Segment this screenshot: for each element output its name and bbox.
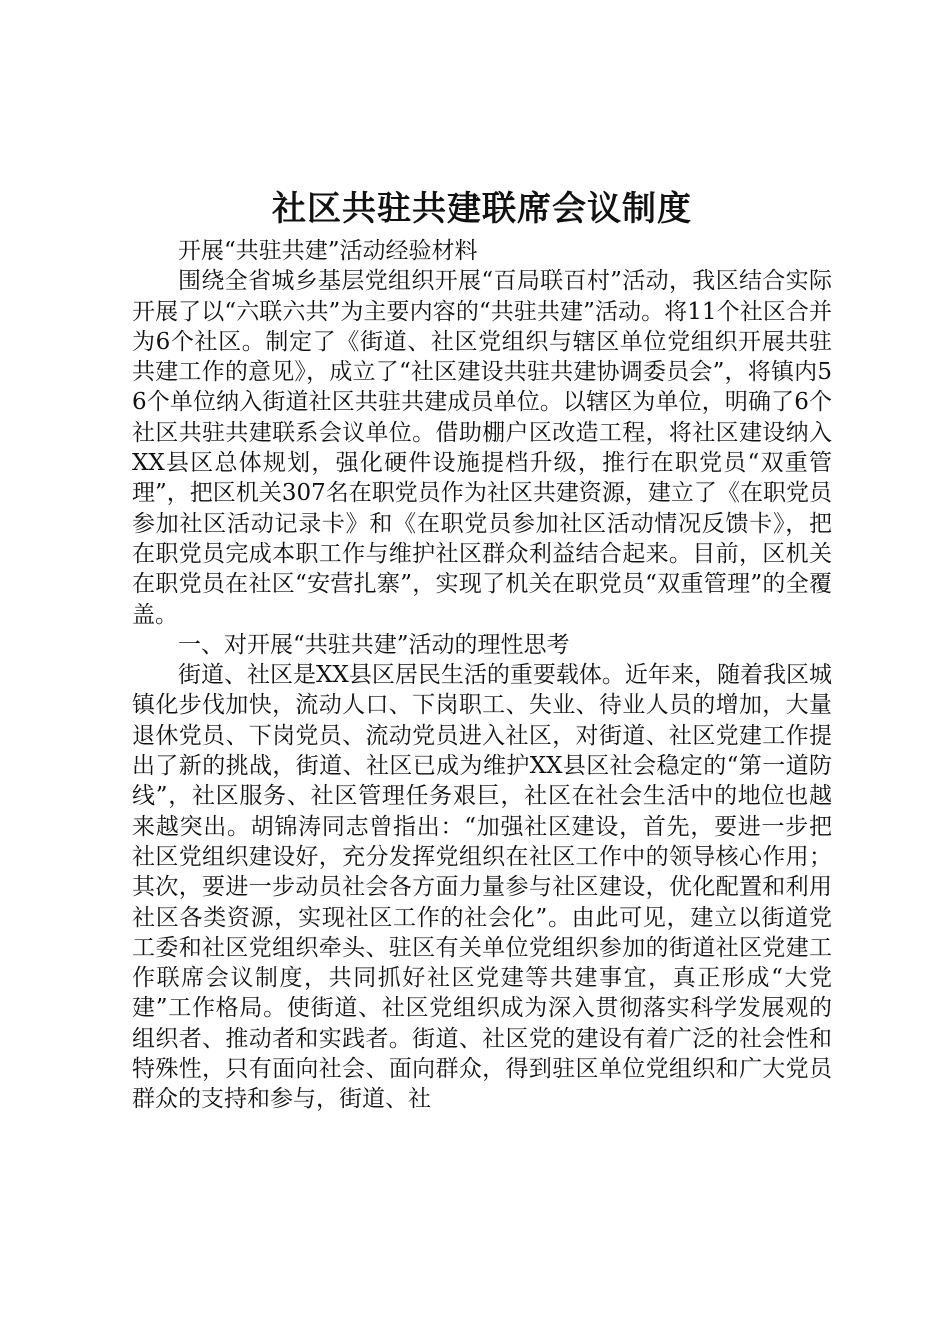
document-title: 社区共驻共建联席会议制度 (272, 189, 692, 229)
document-page (132, 186, 832, 1115)
section-heading: 一、对开展“共驻共建”活动的理性思考 (178, 631, 570, 658)
subtitle-paragraph: 开展“共驻共建”活动经验材料 (178, 238, 478, 264)
body-paragraph: 街道、社区是XX县区居民生活的重要载体。近年来，随着我区城镇化步伐加快，流动人口、下岗职工、失业、待业人员的增加，大量退休党员、下岗党员、流动党员进入社区，对街道、社区党建工作提出了新的挑战，街道、社区已成为维护XX县区社会稳定的“第一道防线”，社区服务、社区管理任务艰巨，社区在社会生活中的地位也越来越突出。胡锦涛同志曾指出：“加强社区建设，首先，要进一步把社区党组织建设好，充分发挥党组织在社区工作中的领导核心作用；其次，要进一步动员社会各方面力量参与社区建设，优化配置和利用社区各类资源，实现社区工作的社会化”。由此可见，建立以街道党工委和社区党组织牵头、驻区有关单位党组织参加的街道社区党建工作联席会议制度，共同抓好社区党建等共建事宜，真正形成“大党建”工作格局。使街道、社区党组织成为深入贯彻落实科学发展观的组织者、推动者和实践者。街道、社区党的建设有着广泛的社会性和特殊性，只有面向社会、面向群众，得到驻区单位党组织和广大党员群众的支持和参与，街道、社 (132, 662, 832, 1113)
body-paragraph: 围绕全省城乡基层党组织开展“百局联百村”活动，我区结合实际开展了以“六联六共”为主要内容的“共驻共建”活动。将11个社区合并为6个社区。制定了《街道、社区党组织与辖区单位党组织开展共驻共建工作的意见》，成立了“社区建设共驻共建协调委员会”，将镇内56个单位纳入街道社区共驻共建成员单位。以辖区为单位，明确了6个社区共驻共建联系会议单位。借助棚户区改造工程，将社区建设纳入XX县区总体规划，强化硬件设施提档升级，推行在职党员“双重管理”，把区机关307名在职党员作为社区共建资源，建立了《在职党员参加社区活动记录卡》和《在职党员参加社区活动情况反馈卡》，把在职党员完成本职工作与维护社区群众利益结合起来。目前，区机关在职党员在社区“安营扎寨”，实现了机关在职党员“双重管理”的全覆盖。 (132, 268, 832, 628)
